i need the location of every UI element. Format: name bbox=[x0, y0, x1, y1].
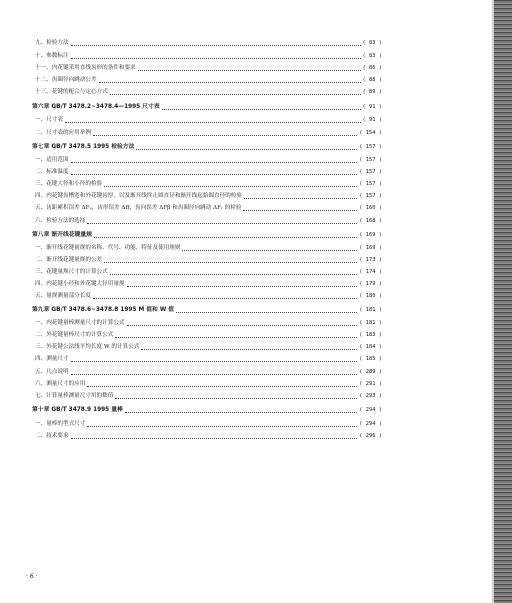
toc-entry-title: 二、技术要求 bbox=[35, 433, 69, 439]
toc-entry-title: 四、测量尺寸 bbox=[35, 356, 69, 362]
toc-section-row bbox=[32, 353, 382, 365]
toc-entry-title: 九、检验方法 bbox=[35, 40, 69, 46]
toc-section-row bbox=[32, 62, 382, 74]
toc-section-row bbox=[32, 242, 382, 254]
toc-page-number: ( 91 ) bbox=[362, 104, 382, 110]
dot-leader bbox=[71, 173, 358, 175]
toc-entry-title: 五、齿距累积误差 ΔFₚ，齿形误差 Δff，齿向误差 ΔFβ 和齿圈径向跳动 ΔFᵣ 的检验 bbox=[35, 205, 242, 211]
toc-entry-title: 第七章 GB/T 3478.5 1995 检验方法 bbox=[32, 144, 135, 150]
toc-entry-title: 第九章 GB/T 3478.6~3478.8 1995 M 值和 W 值 bbox=[32, 307, 175, 313]
toc-page-number: ( 88 ) bbox=[362, 77, 382, 83]
toc-page-number: ( 157 ) bbox=[359, 181, 382, 187]
toc-section-row bbox=[32, 74, 382, 86]
dot-leader bbox=[71, 44, 361, 46]
toc-page-number: ( 157 ) bbox=[359, 193, 382, 199]
toc-section-row bbox=[32, 418, 382, 430]
dot-leader bbox=[87, 425, 357, 427]
dot-leader bbox=[176, 311, 357, 313]
toc-entry-title: 第八章 渐开线花键量规 bbox=[32, 232, 92, 238]
toc-page-number: ( 169 ) bbox=[359, 245, 382, 251]
toc-entry-title: 二、尺寸表的应用举例 bbox=[35, 130, 91, 136]
page-number: · 6 · bbox=[26, 573, 38, 580]
dot-leader bbox=[115, 336, 357, 338]
dot-leader bbox=[182, 249, 357, 251]
toc-entry-title: 十三、花键的配合与定心方式 bbox=[35, 89, 108, 95]
toc-section-row bbox=[32, 329, 382, 341]
toc-entry-title: 十一、内花键采用直线齿形的条件和要求 bbox=[35, 65, 136, 71]
toc-page-number: ( 293 ) bbox=[359, 393, 382, 399]
toc-section-row bbox=[32, 390, 382, 402]
toc-section-row bbox=[32, 278, 382, 290]
toc-page-number: ( 157 ) bbox=[359, 144, 382, 150]
toc-section-row bbox=[32, 86, 382, 98]
toc-page-number: ( 183 ) bbox=[359, 332, 382, 338]
toc-page-number: ( 157 ) bbox=[359, 169, 382, 175]
dot-leader bbox=[110, 273, 358, 275]
dot-leader bbox=[71, 437, 358, 439]
dot-leader bbox=[93, 297, 357, 299]
toc-section-row bbox=[32, 114, 382, 126]
dot-leader bbox=[71, 360, 358, 362]
toc-page-number: ( 181 ) bbox=[359, 320, 382, 326]
toc-page-number: ( 179 ) bbox=[359, 281, 382, 287]
dot-leader bbox=[93, 134, 357, 136]
toc-entry-title: 三、花键大径和小径的检验 bbox=[35, 181, 103, 187]
toc-page-number: ( 181 ) bbox=[359, 307, 382, 313]
dot-leader bbox=[141, 348, 357, 350]
toc-page-number: ( 173 ) bbox=[359, 257, 382, 263]
toc-entry-title: 六、测量尺寸的应用 bbox=[35, 381, 86, 387]
dot-leader bbox=[71, 161, 358, 163]
dot-leader bbox=[125, 411, 357, 413]
dot-leader bbox=[162, 108, 361, 110]
toc-page-number: ( 185 ) bbox=[359, 356, 382, 362]
toc-section-row bbox=[32, 317, 382, 329]
toc-section-row bbox=[32, 254, 382, 266]
toc-page-number: ( 83 ) bbox=[362, 53, 382, 59]
toc-entry-title: 六、检验方法的选择 bbox=[35, 218, 86, 224]
toc-page-number: ( 154 ) bbox=[359, 130, 382, 136]
toc-entry-title: 七、计算量棒测量尺寸用的数值 bbox=[35, 393, 114, 399]
toc-entry-title: 三、外花键公法线平均长度 W 的计算公式 bbox=[35, 344, 140, 350]
toc-page-number: ( 294 ) bbox=[359, 407, 382, 413]
dot-leader bbox=[94, 236, 357, 238]
toc-page-number: ( 294 ) bbox=[359, 421, 382, 427]
toc-entry-title: 一、量棒的型式尺寸 bbox=[35, 421, 86, 427]
dot-leader bbox=[71, 373, 358, 375]
dot-leader bbox=[87, 222, 357, 224]
toc-section-row bbox=[32, 341, 382, 353]
dot-leader bbox=[99, 81, 361, 83]
toc-section-row bbox=[32, 366, 382, 378]
toc-section-row bbox=[32, 127, 382, 139]
toc-page-number: ( 291 ) bbox=[359, 381, 382, 387]
dot-leader bbox=[244, 197, 357, 199]
toc-page-number: ( 157 ) bbox=[359, 157, 382, 163]
toc-entry-title: 一、适用范围 bbox=[35, 157, 69, 163]
toc-section-row bbox=[32, 154, 382, 166]
toc-page-number: ( 296 ) bbox=[359, 433, 382, 439]
toc-chapter-row bbox=[32, 141, 382, 153]
toc-entry-title: 第六章 GB/T 3478.2~3478.4—1995 尺寸表 bbox=[32, 104, 160, 110]
dot-leader bbox=[127, 285, 358, 287]
dot-leader bbox=[71, 57, 361, 59]
toc-entry-title: 四、内花键齿槽宽和外花键齿厚，以及渐开线终止圆直径和渐开线起始圆直径的检验 bbox=[35, 193, 242, 199]
toc-page-number: ( 289 ) bbox=[359, 369, 382, 375]
dot-leader bbox=[138, 69, 361, 71]
toc-page-number: ( 86 ) bbox=[362, 65, 382, 71]
toc-entry-title: 二、外花键量棒尺寸的计算公式 bbox=[35, 332, 114, 338]
toc-section-row bbox=[32, 50, 382, 62]
toc-chapter-row bbox=[32, 101, 382, 113]
toc-chapter-row bbox=[32, 304, 382, 316]
toc-section-row bbox=[32, 37, 382, 49]
toc-section-row bbox=[32, 378, 382, 390]
toc-page-number: ( 174 ) bbox=[359, 269, 382, 275]
toc-page-number: ( 89 ) bbox=[362, 89, 382, 95]
dot-leader bbox=[110, 93, 361, 95]
toc-page-number: ( 184 ) bbox=[359, 344, 382, 350]
dot-leader bbox=[104, 261, 357, 263]
toc-entry-title: 一、渐开线花键量规的名称、代号、功能、特征及使用规则 bbox=[35, 245, 181, 251]
toc-entry-title: 四、内花键小径和外花键大径用量规 bbox=[35, 281, 125, 287]
toc-page-number: ( 83 ) bbox=[362, 40, 382, 46]
toc-chapter-row bbox=[32, 404, 382, 416]
dot-leader bbox=[104, 185, 357, 187]
toc-entry-title: 五、几点说明 bbox=[35, 369, 69, 375]
toc-section-row bbox=[32, 215, 382, 227]
toc-section-row bbox=[32, 190, 382, 202]
dot-leader bbox=[243, 209, 357, 211]
toc-page-number: ( 168 ) bbox=[359, 218, 382, 224]
dot-leader bbox=[87, 385, 357, 387]
toc-page-number: ( 91 ) bbox=[362, 117, 382, 123]
toc-section-row bbox=[32, 430, 382, 442]
toc-entry-title: 二、标准温度 bbox=[35, 169, 69, 175]
toc-section-row bbox=[32, 290, 382, 302]
toc-entry-title: 五、量规测量部分长度 bbox=[35, 293, 91, 299]
toc-page-number: ( 180 ) bbox=[359, 293, 382, 299]
toc-page-number: ( 160 ) bbox=[359, 205, 382, 211]
toc-entry-title: 一、内花键量棒测量尺寸的计算公式 bbox=[35, 320, 125, 326]
toc-entry-title: 三、花键量规尺寸的计算公式 bbox=[35, 269, 108, 275]
toc-entry-title: 二、渐开线花键量规的公差 bbox=[35, 257, 103, 263]
dot-leader bbox=[115, 397, 357, 399]
dot-leader bbox=[65, 121, 361, 123]
toc-section-row bbox=[32, 202, 382, 214]
toc-section-row bbox=[32, 266, 382, 278]
toc-section-row bbox=[32, 178, 382, 190]
toc-page-number: ( 169 ) bbox=[359, 232, 382, 238]
toc-chapter-row bbox=[32, 229, 382, 241]
toc-section-row bbox=[32, 166, 382, 178]
dot-leader bbox=[127, 324, 358, 326]
toc-entry-title: 一、尺寸表 bbox=[35, 117, 63, 123]
toc-entry-title: 第十章 GB/T 3478.9 1995 量棒 bbox=[32, 407, 123, 413]
dot-leader bbox=[136, 148, 357, 150]
book-spine bbox=[494, 0, 512, 603]
toc-entry-title: 十二、齿圈径向跳动公差 bbox=[35, 77, 97, 83]
toc-entry-title: 十、参数标注 bbox=[35, 53, 69, 59]
